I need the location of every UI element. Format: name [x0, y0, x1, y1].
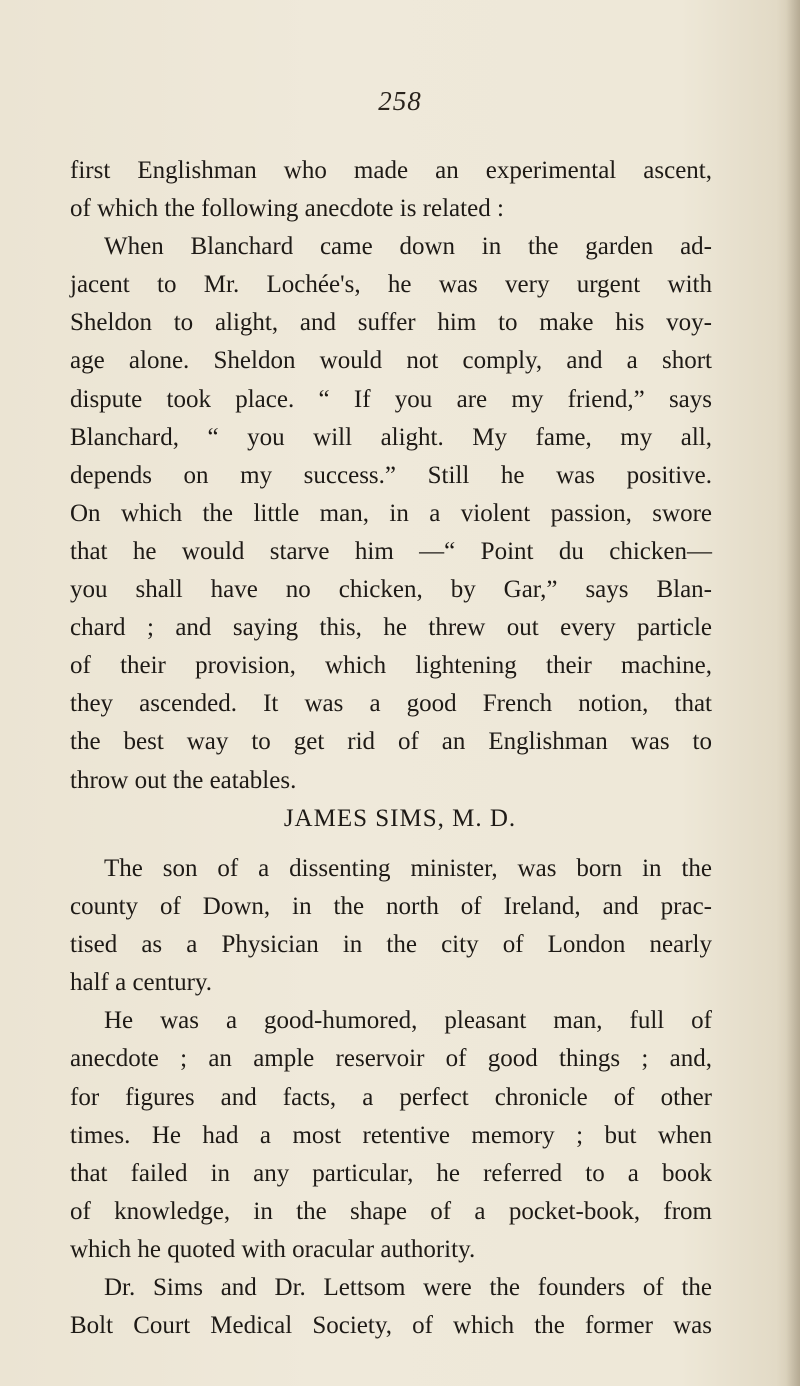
text-line: chard ; and saying this, he threw out every particle [70, 614, 712, 642]
text-line: of which the following anecdote is related : [70, 195, 504, 223]
text-line: tised as a Physician in the city of London nearly [70, 931, 712, 959]
anecdote-paragraphs [70, 152, 712, 800]
text-line: jacent to Mr. Lochée's, he was very urgent with [70, 271, 712, 299]
text-line: first Englishman who made an experimental ascent, [70, 157, 712, 184]
page-edge-shadow [786, 0, 800, 1386]
section-heading: JAMES SIMS, M. D. [283, 805, 517, 832]
text-line: half a century. [70, 969, 213, 997]
text-line: of their provision, which lightening their machine, [70, 652, 712, 680]
text-line: throw out the eatables. [70, 766, 297, 794]
text-line: age alone. Sheldon would not comply, and a short [70, 347, 712, 375]
text-line: Sheldon to alight, and suffer him to make his voy- [70, 309, 712, 337]
text-line: dispute took place. “ If you are my friend,” says [70, 385, 712, 413]
text-line: He was a good-humored, pleasant man, full of [104, 1007, 712, 1035]
text-line: for figures and facts, a perfect chronicle of other [70, 1083, 712, 1111]
text-line: Dr. Sims and Dr. Lettsom were the founders of the [104, 1274, 712, 1302]
text-line: which he quoted with oracular authority. [70, 1235, 476, 1263]
text-line: Blanchard, “ you will alight. My fame, my all, [70, 423, 712, 451]
text-line: Bolt Court Medical Society, of which the former was [70, 1312, 712, 1340]
text-line: county of Down, in the north of Ireland, and prac- [70, 893, 712, 921]
text-line: that he would starve him —“ Point du chicken— [70, 537, 712, 565]
text-line: of knowledge, in the shape of a pocket-book, from [70, 1197, 712, 1225]
text-line: the best way to get rid of an Englishman was to [70, 728, 712, 756]
text-line: When Blanchard came down in the garden ad- [104, 233, 712, 261]
text-line: The son of a dissenting minister, was born in the [104, 855, 712, 882]
text-line: that failed in any particular, he referred to a book [70, 1159, 712, 1187]
text-line: anecdote ; an ample reservoir of good things ; and, [70, 1045, 712, 1073]
text-line: On which the little man, in a violent passion, swore [70, 499, 712, 527]
biography-paragraphs [70, 850, 712, 1345]
text-line: times. He had a most retentive memory ; but when [70, 1121, 712, 1149]
text-line: they ascended. It was a good French notion, that [70, 690, 712, 718]
page-number: 258 [378, 86, 422, 116]
text-line: depends on my success.” Still he was positive. [70, 461, 712, 489]
text-line: you shall have no chicken, by Gar,” says Blan- [70, 576, 712, 604]
